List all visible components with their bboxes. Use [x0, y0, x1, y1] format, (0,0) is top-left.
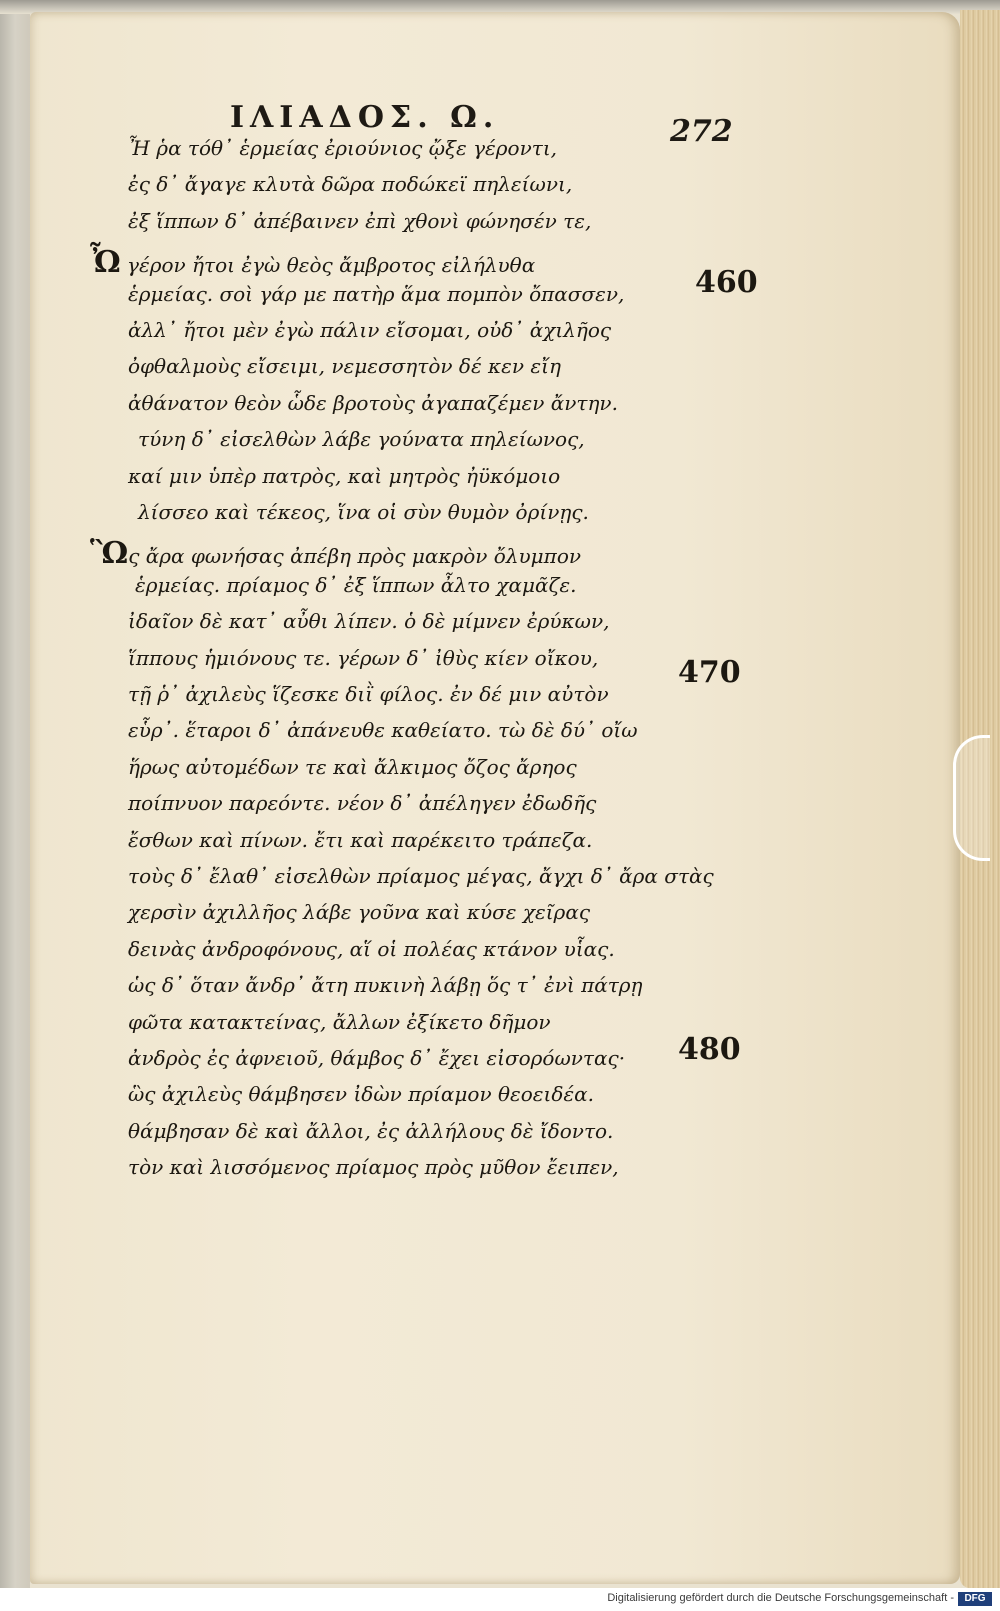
- footer-credit: Digitalisierung gefördert durch die Deutsche Forschungsgemeinschaft -: [607, 1592, 954, 1604]
- marginal-line-number: 460: [695, 265, 758, 300]
- dfg-logo: DFG: [958, 1592, 992, 1606]
- verse-line: θάμβησαν δὲ καὶ ἄλλοι, ἐς ἀλλήλους δὲ ἴδοντο.: [128, 1118, 614, 1143]
- verse-line: ποίπνυον παρεόντε. νέον δ᾽ ἀπέληγεν ἐδωδῆς: [128, 791, 597, 816]
- book-binding: [0, 0, 30, 1588]
- verse-line: ἵππους ἡμιόνους τε. γέρων δ᾽ ἰθὺς κίεν οἴκου,: [128, 645, 599, 670]
- marginal-line-number: 470: [678, 655, 741, 690]
- initial-letter: Ὣ: [90, 536, 129, 572]
- verse-line: τοὺς δ᾽ ἔλαθ᾽ εἰσελθὼν πρίαμος μέγας, ἄγχι δ᾽ ἄρα στὰς: [128, 864, 714, 888]
- verse-line: εὗρ᾽. ἕταροι δ᾽ ἀπάνευθε καθείατο. τὼ δὲ δύ᾽ οἴω: [128, 718, 638, 743]
- verse-line: ἑρμείας. πρίαμος δ᾽ ἐξ ἵππων ἆλτο χαμᾶζε.: [135, 572, 577, 597]
- running-head-title: ΙΛΙΑΔΟΣ. Ω.: [230, 100, 500, 135]
- verse-line: φῶτα κατακτείνας, ἄλλων ἐξίκετο δῆμον: [128, 1009, 551, 1034]
- verse-line: τῇ ῥ᾽ ἀχιλεὺς ἵζεσκε διῒ φίλος. ἐν δέ μιν αὐτὸν: [128, 682, 609, 706]
- page-tab: [953, 735, 990, 861]
- verse-line: ἑρμείας. σοὶ γάρ με πατὴρ ἅμα πομπὸν ὄπασσεν,: [128, 281, 625, 306]
- verse-line: ἀνδρὸς ἐς ἀφνειοῦ, θάμβος δ᾽ ἔχει εἰσορόωντας·: [128, 1046, 626, 1070]
- verse-line: τὸν καὶ λισσόμενος πρίαμος πρὸς μῦθον ἔειπεν,: [128, 1155, 619, 1180]
- verse-line: τύνη δ᾽ εἰσελθὼν λάβε γούνατα πηλείωνος,: [138, 427, 585, 452]
- initial-letter: Ὦ: [90, 245, 121, 281]
- verse-line: ὣς ἀχιλεὺς θάμβησεν ἰδὼν πρίαμον θεοειδέα.: [128, 1082, 594, 1107]
- verse-line: ἐξ ἵππων δ᾽ ἀπέβαινεν ἐπὶ χθονὶ φώνησέν τε,: [128, 208, 592, 233]
- verse-line: ἥρως αὐτομέδων τε καὶ ἄλκιμος ὄζος ἄρηος: [128, 754, 577, 779]
- verse-line-text: ς ἄρα φωνήσας ἀπέβη πρὸς μακρὸν ὄλυμπον: [128, 544, 582, 569]
- verse-line: λίσσεο καὶ τέκεος, ἵνα οἱ σὺν θυμὸν ὀρίνῃς.: [138, 500, 589, 524]
- page-number: 272: [670, 114, 733, 149]
- marginal-line-number: 480: [678, 1032, 741, 1067]
- verse-line: ἐς δ᾽ ἄγαγε κλυτὰ δῶρα ποδώκεϊ πηλείωνι,: [128, 172, 573, 197]
- verse-line: ὡς δ᾽ ὅταν ἄνδρ᾽ ἄτη πυκινὴ λάβῃ ὅς τ᾽ ἐνὶ πάτρῃ: [128, 973, 643, 998]
- verse-line: ἀλλ᾽ ἤτοι μὲν ἐγὼ πάλιν εἴσομαι, οὐδ᾽ ἀχιλῆος: [128, 318, 612, 342]
- footer-bar: [0, 1588, 1000, 1611]
- verse-line: [90, 245, 535, 281]
- verse-line: ὀφθαλμοὺς εἴσειμι, νεμεσσητὸν δέ κεν εἴη: [128, 354, 561, 379]
- verse-line: ἰδαῖον δὲ κατ᾽ αὖθι λίπεν. ὁ δὲ μίμνεν ἐρύκων,: [128, 609, 610, 634]
- verse-line: ἀθάνατον θεὸν ὧδε βροτοὺς ἀγαπαζέμεν ἄντην.: [128, 390, 618, 415]
- verse-line: [90, 536, 581, 572]
- verse-line: καί μιν ὑπὲρ πατρὸς, καὶ μητρὸς ἠϋκόμοιο: [128, 463, 561, 488]
- verse-line: χερσὶν ἀχιλλῆος λάβε γοῦνα καὶ κύσε χεῖρας: [128, 900, 591, 925]
- verse-line: ἔσθων καὶ πίνων. ἔτι καὶ παρέκειτο τράπεζα.: [128, 827, 593, 852]
- verse-line: δεινὰς ἀνδροφόνους, αἵ οἱ πολέας κτάνον υἷας.: [128, 936, 615, 961]
- verse-line: Ἦ ῥα τόθ᾽ ἑρμείας ἐριούνιος ᾤξε γέροντι,: [128, 136, 558, 160]
- verse-line-text: γέρον ἤτοι ἐγὼ θεὸς ἄμβροτος εἰλήλυθα: [120, 253, 536, 278]
